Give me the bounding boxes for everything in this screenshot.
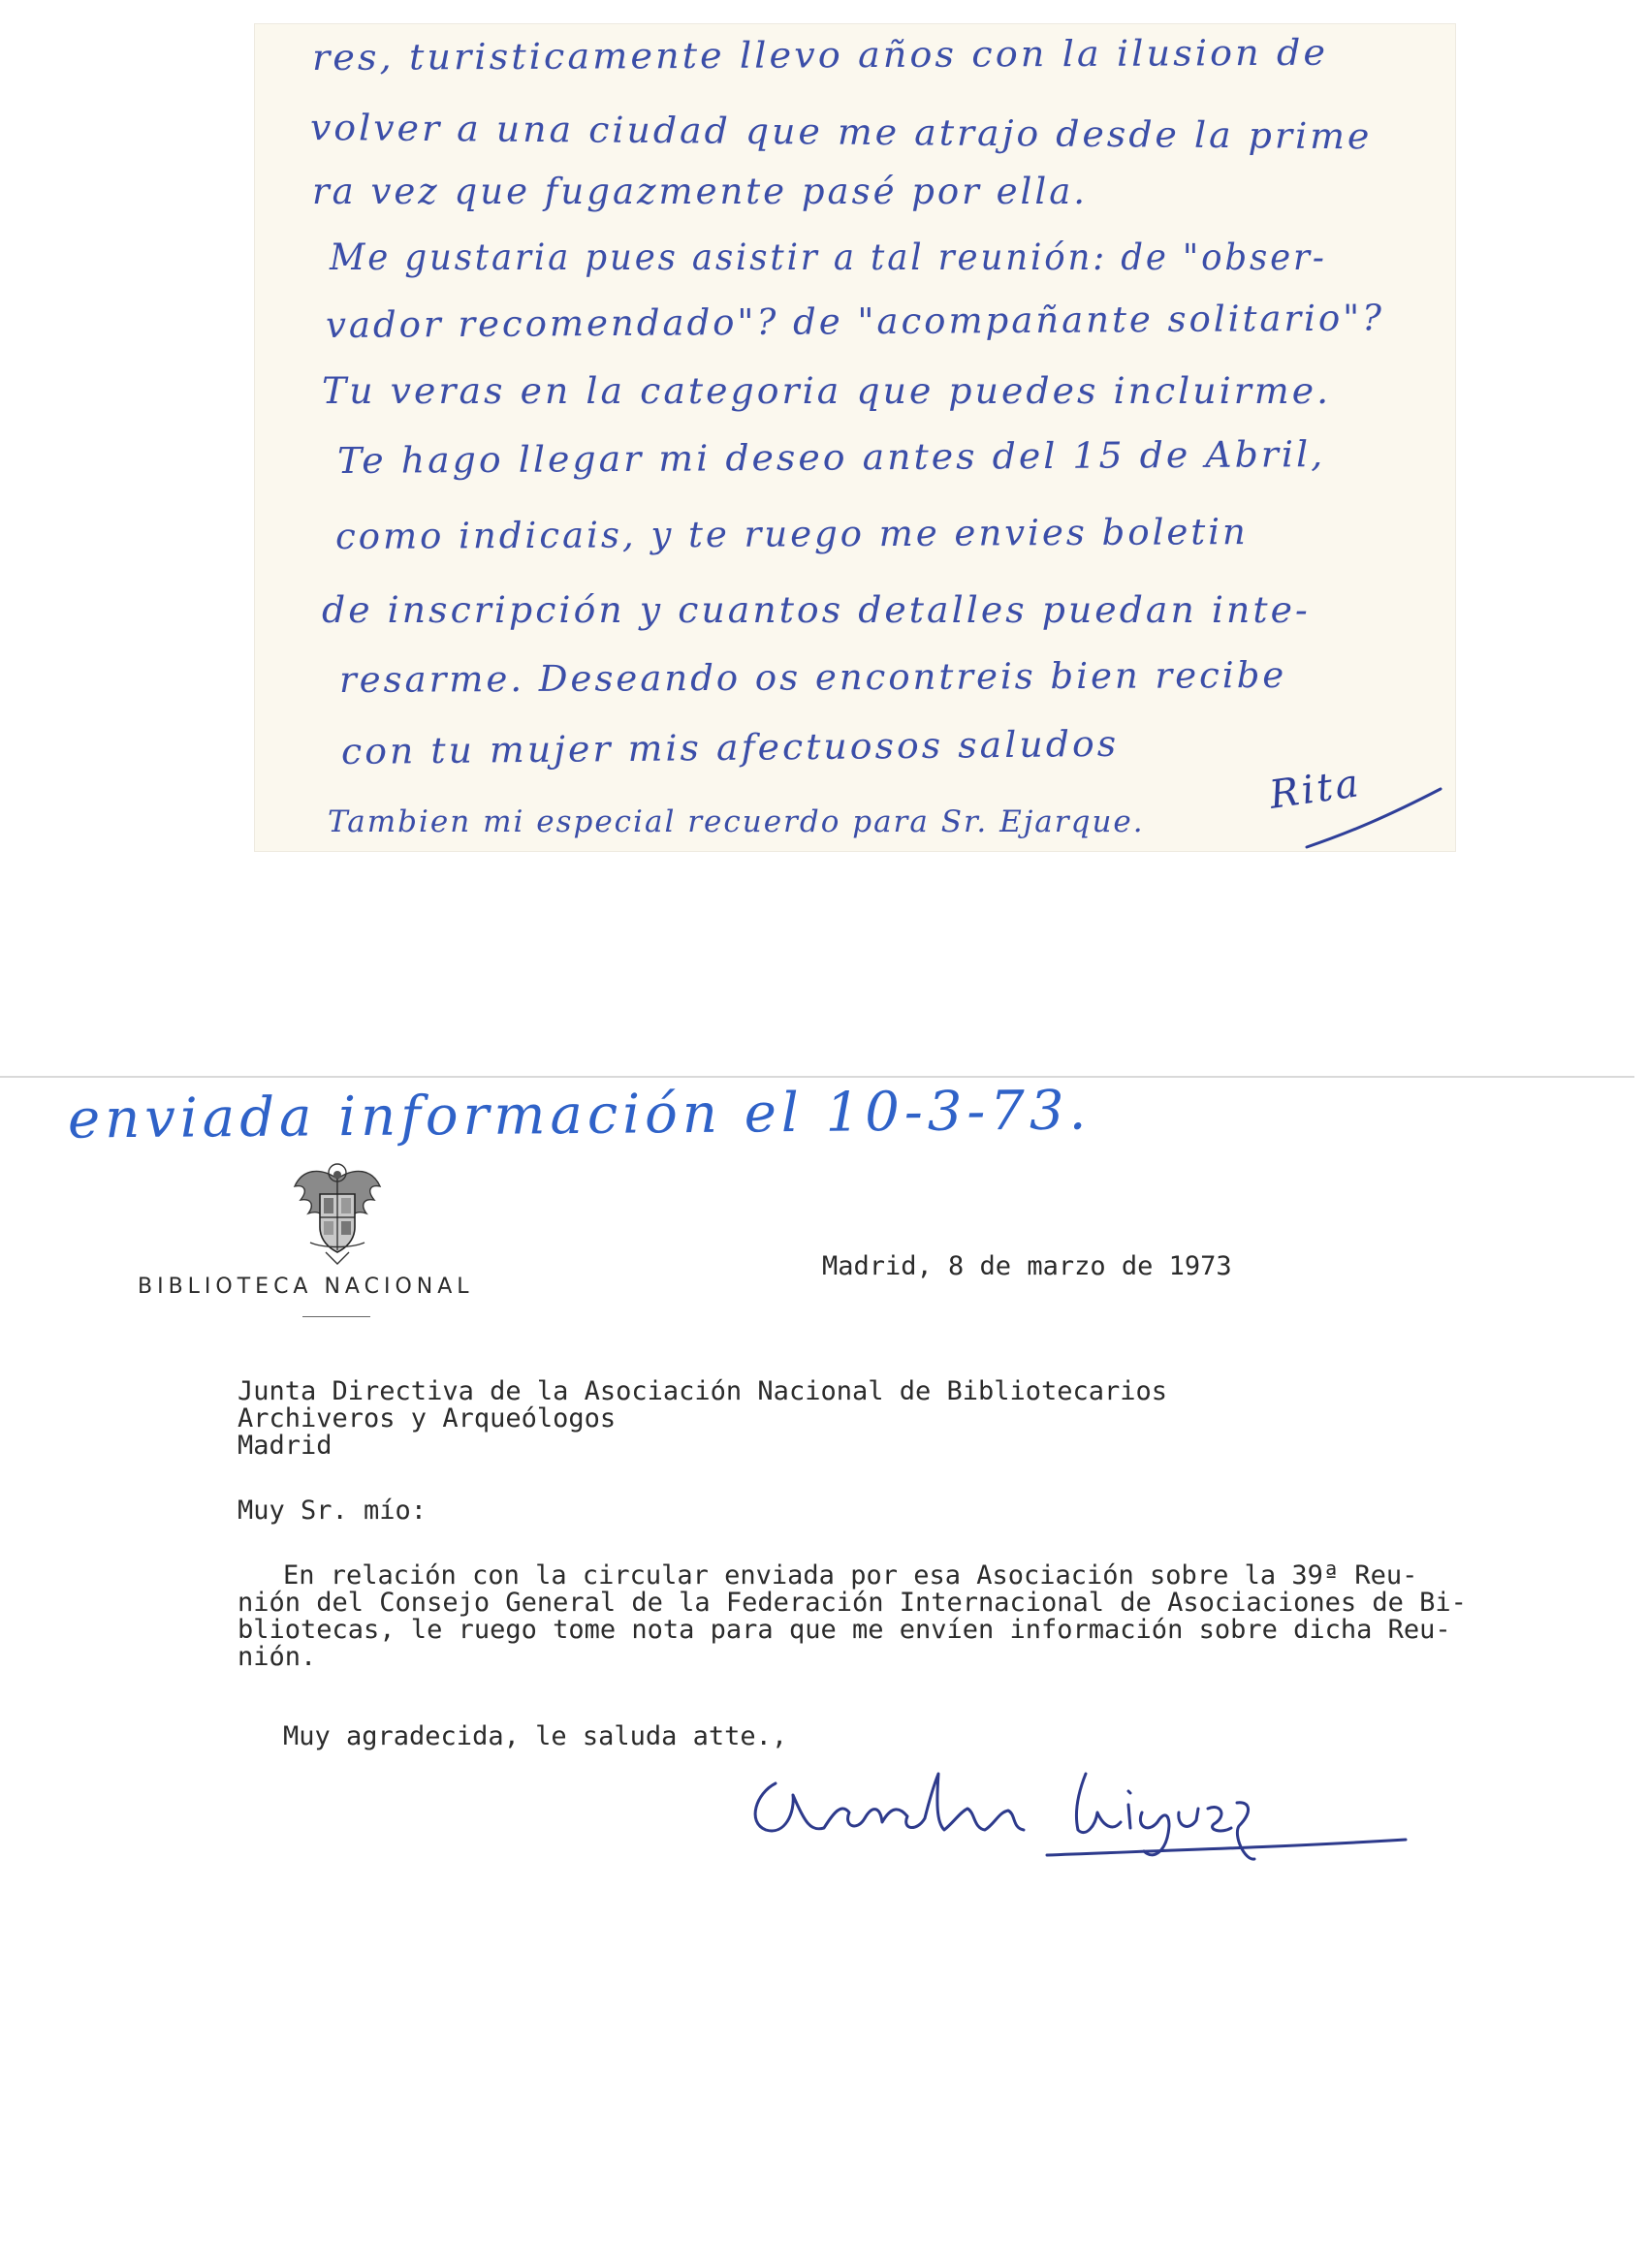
handwritten-line: con tu mujer mis afectuosos saludos [340,722,1120,772]
body-line: nión del Consejo General de la Federación Internacional de Asociaciones de Bi- [238,1588,1467,1618]
body-line: En relación con la circular enviada por esa Asociación sobre la 39ª Reu- [283,1560,1418,1591]
handwritten-line: res, turisticamente llevo años con la ilusion de [311,31,1329,79]
handwritten-annotation: enviada información el 10-3-73. [67,1079,1092,1151]
handwritten-card [254,23,1456,852]
body-line: nión. [238,1642,317,1672]
body-line: bliotecas, le ruego tome nota para que me envíen información sobre dicha Reu- [238,1615,1451,1645]
dateline: Madrid, 8 de marzo de 1973 [822,1251,1232,1281]
closing: Muy agradecida, le saluda atte., [283,1721,788,1751]
addressee-line: Junta Directiva de la Asociación Nacional de Bibliotecarios [238,1376,1168,1406]
handwritten-line: Tu veras en la categoria que puedes incluirme. [322,370,1332,412]
addressee-line: Madrid [238,1431,333,1461]
letter-top-edge [0,1076,1634,1078]
handwritten-line: ra vez que fugazmente pasé por ella. [312,171,1089,212]
handwritten-line: Te hago llegar mi deseo antes del 15 de Abril, [336,433,1326,482]
institution-divider [302,1316,370,1317]
coat-of-arms-icon [291,1159,384,1268]
handwritten-line: Tambien mi especial recuerdo para Sr. Ejarque. [328,804,1145,839]
signature-flourish-icon [1301,779,1446,857]
handwritten-signature-icon [737,1745,1415,1875]
handwritten-line: Me gustaria pues asistir a tal reunión: de "obser- [330,236,1327,278]
salutation: Muy Sr. mío: [238,1496,428,1526]
handwritten-line: resarme. Deseando os encontreis bien recibe [338,653,1287,701]
handwritten-line: vador recomendado"? de "acompañante solitario"? [325,297,1385,346]
handwritten-line: volver a una ciudad que me atrajo desde la prime [309,107,1373,158]
handwritten-line: como indicais, y te ruego me envies boletin [334,511,1249,557]
handwritten-line: de inscripción y cuantos detalles puedan inte- [322,589,1311,631]
addressee-line: Archiveros y Arqueólogos [238,1403,617,1433]
institution-name: BIBLIOTECA NACIONAL [138,1275,474,1299]
card-signature: Rita [1266,761,1365,818]
